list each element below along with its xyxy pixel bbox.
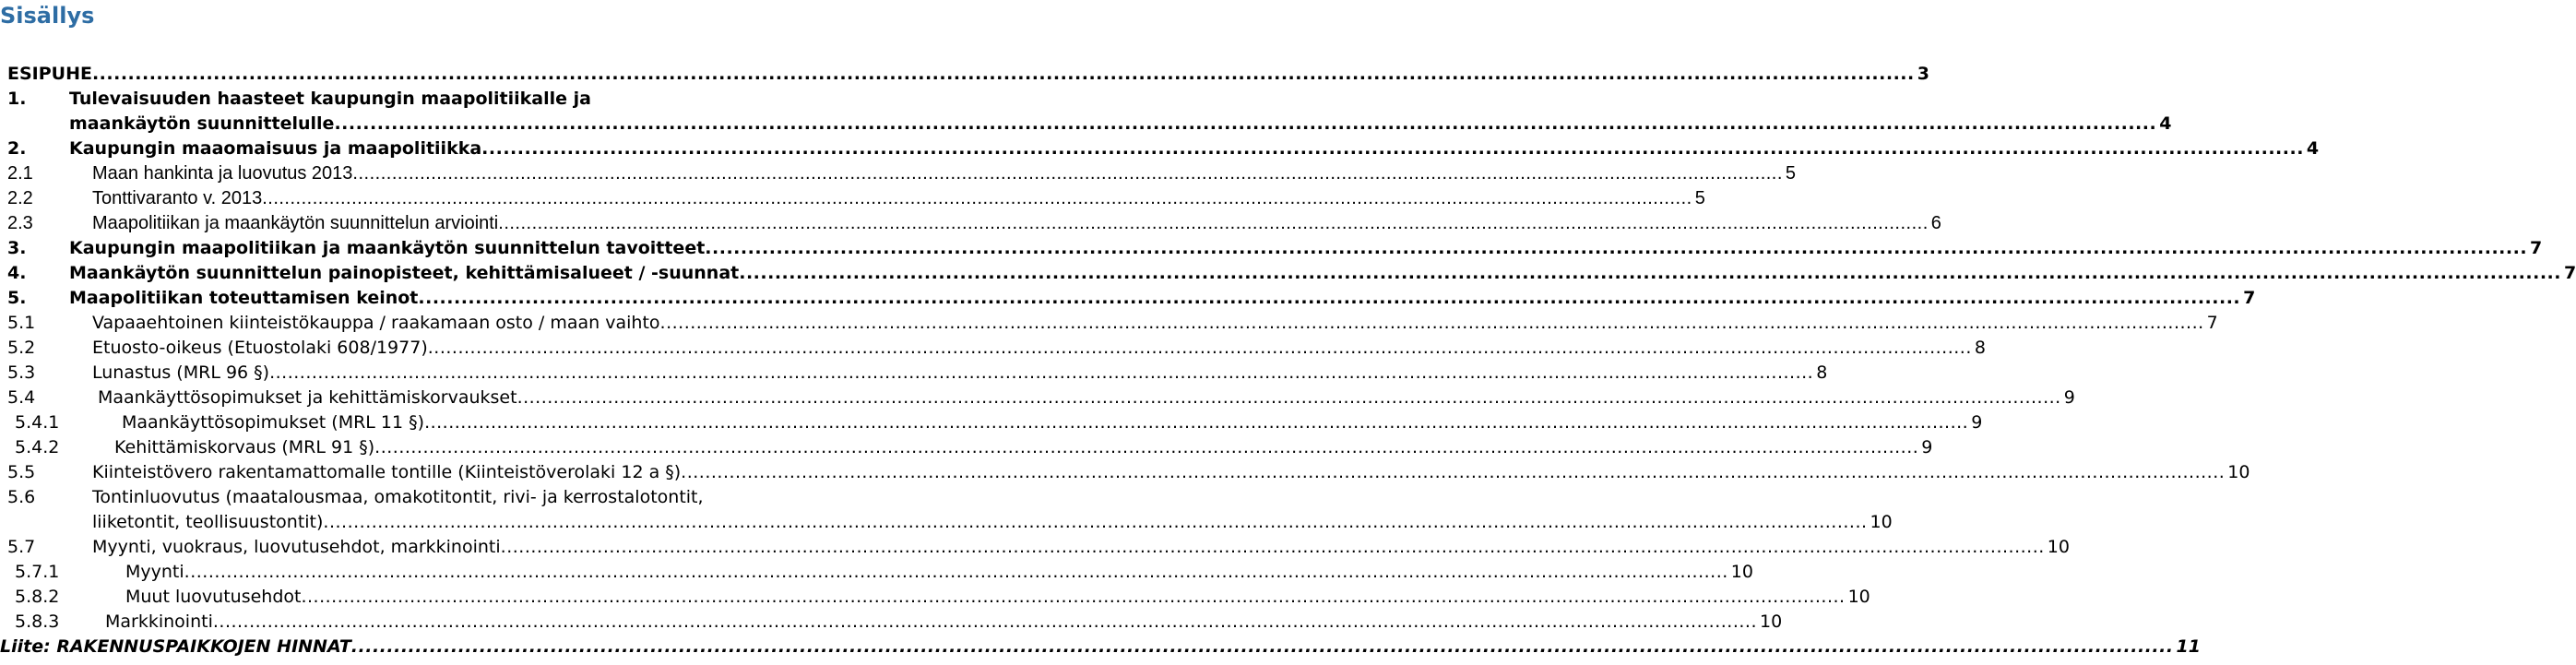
toc-entry-line — [69, 137, 2320, 161]
toc-page-number: 7 — [2243, 288, 2256, 308]
toc-entry-line — [105, 610, 1783, 635]
toc-entry-text: Liite: RAKENNUSPAIKKOJEN HINNAT — [0, 636, 351, 657]
toc-entry-text: Kiinteistövero rakentamattomalle tontille (Kiinteistöverolaki 12 a §) — [92, 462, 682, 482]
dot-leader: ................................................................................................................................................................................................................................................................ — [262, 188, 1692, 208]
toc-page-number: 7 — [2530, 238, 2543, 258]
toc-entry-5-4-2[interactable] — [7, 435, 1933, 460]
toc-entry-number: 5.2 — [7, 338, 36, 358]
toc-entry-text: Maan hankinta ja luovutus 2013 — [92, 163, 353, 184]
toc-entry-number: 5. — [7, 288, 27, 308]
toc-entry-line — [92, 460, 2250, 485]
toc-entry-text: liiketontit, teollisuustontit) — [92, 512, 324, 532]
toc-entry-text: maankäytön suunnittelulle — [69, 113, 335, 134]
dot-leader: ................................................................................................................................................................................................................................................................ — [418, 288, 2241, 308]
toc-entry-number: 2.3 — [7, 213, 33, 233]
toc-entry-line — [92, 311, 2218, 336]
dot-leader: ................................................................................................................................................................................................................................................................ — [212, 612, 1757, 632]
dot-leader: ................................................................................................................................................................................................................................................................ — [323, 512, 1868, 532]
toc-entry-number: 5.8.3 — [15, 612, 60, 632]
toc-entry-line — [92, 336, 1986, 361]
dot-leader: ................................................................................................................................................................................................................................................................ — [269, 362, 1814, 383]
toc-entry-number: 5.5 — [7, 462, 36, 482]
dot-leader: ................................................................................................................................................................................................................................................................ — [350, 636, 2174, 657]
toc-entry-2-2[interactable] — [7, 186, 1705, 211]
dot-leader: ................................................................................................................................................................................................................................................................ — [334, 113, 2157, 134]
toc-entry-text: Maankäyttösopimukset ja kehittämiskorvaukset — [98, 387, 517, 408]
toc-entry-number: 5.4.1 — [15, 412, 60, 433]
toc-entry-5-7[interactable] — [7, 535, 2070, 560]
toc-page-number: 8 — [1974, 338, 1986, 358]
toc-entry-number: 2.2 — [7, 188, 33, 208]
toc-entry-number: 5.6 — [7, 487, 36, 507]
toc-page-number: 7 — [2206, 313, 2218, 333]
dot-leader: ................................................................................................................................................................................................................................................................ — [516, 387, 2061, 408]
page-title: Sisällys — [0, 3, 95, 29]
dot-leader: ................................................................................................................................................................................................................................................................ — [374, 437, 1919, 457]
toc-entry-text: Lunastus (MRL 96 §) — [92, 362, 270, 383]
toc-entry-number: 3. — [7, 238, 27, 258]
toc-entry-text: Kaupungin maapolitiikan ja maankäytön suunnittelun tavoitteet — [69, 238, 706, 258]
toc-entry-line — [92, 161, 1797, 186]
toc-page-number: 11 — [2176, 636, 2201, 657]
toc-entry-5[interactable] — [7, 286, 2256, 311]
toc-entry-line — [0, 635, 2201, 659]
toc-page-number: 8 — [1816, 362, 1828, 383]
toc-entry-line — [114, 435, 1933, 460]
dot-leader: ................................................................................................................................................................................................................................................................ — [498, 213, 1929, 233]
toc-entry-5-8-2[interactable] — [7, 585, 1870, 610]
toc-page-number: 5 — [1785, 163, 1797, 184]
toc-entry-5-7-1[interactable] — [7, 560, 1753, 585]
toc-entry-text: Markkinointi — [105, 612, 213, 632]
toc-entry-line — [92, 485, 878, 510]
dot-leader: ................................................................................................................................................................................................................................................................ — [500, 537, 2045, 557]
toc-page-number: 4 — [2306, 138, 2320, 159]
toc-entry-text: Myynti — [125, 562, 184, 582]
toc-entry-line — [7, 62, 1929, 87]
toc-page-number: 3 — [1917, 64, 1929, 84]
toc-entry-4[interactable] — [7, 261, 2576, 286]
toc-entry-number: 5.4.2 — [15, 437, 60, 457]
toc-page-number: 6 — [1930, 213, 1941, 233]
dot-leader: ................................................................................................................................................................................................................................................................ — [301, 587, 1846, 607]
toc-entry-number: 5.7.1 — [15, 562, 60, 582]
toc-entry-5-4-1[interactable] — [7, 410, 1983, 435]
toc-entry-number: 5.4 — [7, 387, 36, 408]
toc-entry-liite[interactable] — [0, 635, 2201, 659]
toc-entry-line — [122, 410, 1983, 435]
toc-entry-line — [92, 211, 1941, 236]
toc-entry-5-5[interactable] — [7, 460, 2250, 485]
dot-leader: ................................................................................................................................................................................................................................................................ — [681, 462, 2226, 482]
toc-entry-1[interactable] — [7, 87, 878, 112]
toc-entry-number: 5.3 — [7, 362, 36, 383]
dot-leader: ................................................................................................................................................................................................................................................................ — [739, 263, 2561, 283]
toc-entry-line — [69, 112, 2172, 137]
toc-page-number: 9 — [1971, 412, 1983, 433]
toc-page-number: 10 — [1847, 587, 1870, 607]
toc-page-number: 10 — [2227, 462, 2250, 482]
toc-entry-text: Etuosto-oikeus (Etuostolaki 608/1977) — [92, 338, 428, 358]
toc-entry-text: Maapolitiikan toteuttamisen keinot — [69, 288, 419, 308]
toc-entry-text: Muut luovutusehdot — [125, 587, 302, 607]
toc-page-number: 10 — [2047, 537, 2070, 557]
toc-entry-3[interactable] — [7, 236, 2543, 261]
toc-entry-line — [69, 236, 2543, 261]
toc-page-number: 10 — [1730, 562, 1753, 582]
toc-entry-line — [69, 87, 878, 112]
toc-entry-number: 5.7 — [7, 537, 36, 557]
toc-entry-5-4[interactable] — [7, 386, 2075, 410]
dot-leader: ................................................................................................................................................................................................................................................................ — [424, 412, 1969, 433]
toc-entry-number: 5.8.2 — [15, 587, 60, 607]
toc-entry-number: 5.1 — [7, 313, 36, 333]
toc-entry-line — [92, 535, 2070, 560]
toc-entry-text: ESIPUHE — [7, 64, 92, 84]
toc-entry-text: Tontinluovutus (maatalousmaa, omakotitontit, rivi- ja kerrostalotontit, — [92, 487, 704, 507]
dot-leader: ................................................................................................................................................................................................................................................................ — [481, 138, 2304, 159]
toc-entry-5-6-cont[interactable] — [7, 510, 1893, 535]
toc-page-number: 5 — [1694, 188, 1705, 208]
toc-entry-text: Maankäyttösopimukset (MRL 11 §) — [122, 412, 425, 433]
dot-leader: ................................................................................................................................................................................................................................................................ — [427, 338, 1972, 358]
toc-entry-5-2[interactable] — [7, 336, 1986, 361]
dot-leader: ................................................................................................................................................................................................................................................................ — [659, 313, 2204, 333]
toc-entry-line — [92, 361, 1828, 386]
toc-entry-line — [92, 186, 1705, 211]
toc-page-number: 9 — [1921, 437, 1933, 457]
toc-entry-line — [69, 261, 2576, 286]
toc-entry-text: Tulevaisuuden haasteet kaupungin maapolitiikalle ja — [69, 89, 591, 109]
dot-leader: ................................................................................................................................................................................................................................................................ — [184, 562, 1728, 582]
toc-page-number: 4 — [2159, 113, 2172, 134]
toc-entry-line — [92, 510, 1893, 535]
toc-entry-5-3[interactable] — [7, 361, 1828, 386]
toc-entry-5-6[interactable] — [7, 485, 878, 510]
toc-entry-2[interactable] — [7, 137, 2320, 161]
toc-entry-1-cont[interactable] — [7, 112, 2172, 137]
toc-entry-2-1[interactable] — [7, 161, 1797, 186]
toc-entry-text: Tonttivaranto v. 2013 — [92, 188, 263, 208]
toc-entry-5-8-3[interactable] — [7, 610, 1783, 635]
dot-leader: ................................................................................................................................................................................................................................................................ — [705, 238, 2528, 258]
toc-page-number: 7 — [2563, 263, 2576, 283]
dot-leader: ................................................................................................................................................................................................................................................................ — [91, 64, 1915, 84]
toc-entry-2-3[interactable] — [7, 211, 1941, 236]
dot-leader: ................................................................................................................................................................................................................................................................ — [352, 163, 1783, 184]
toc-page-number: 9 — [2063, 387, 2075, 408]
toc-entry-line — [125, 560, 1753, 585]
toc-entry-number: 2.1 — [7, 163, 33, 184]
toc-entry-text: Kehittämiskorvaus (MRL 91 §) — [114, 437, 375, 457]
toc-entry-5-1[interactable] — [7, 311, 2218, 336]
toc-entry-text: Myynti, vuokraus, luovutusehdot, markkinointi — [92, 537, 501, 557]
toc-entry-line — [125, 585, 1870, 610]
toc-entry-esipuhe[interactable] — [7, 62, 1929, 87]
toc-page-number: 10 — [1759, 612, 1783, 632]
toc-page-number: 10 — [1870, 512, 1893, 532]
toc-entry-text: Maankäytön suunnittelun painopisteet, kehittämisalueet / -suunnat — [69, 263, 740, 283]
toc-entry-number: 4. — [7, 263, 27, 283]
toc-entry-text: Kaupungin maaomaisuus ja maapolitiikka — [69, 138, 482, 159]
toc-entry-number: 2. — [7, 138, 27, 159]
toc-entry-text: Maapolitiikan ja maankäytön suunnittelun arviointi — [92, 213, 499, 233]
toc-entry-line — [98, 386, 2075, 410]
toc-entry-text: Vapaaehtoinen kiinteistökauppa / raakamaan osto / maan vaihto — [92, 313, 660, 333]
toc-entry-number: 1. — [7, 89, 27, 109]
toc-entry-line — [69, 286, 2256, 311]
